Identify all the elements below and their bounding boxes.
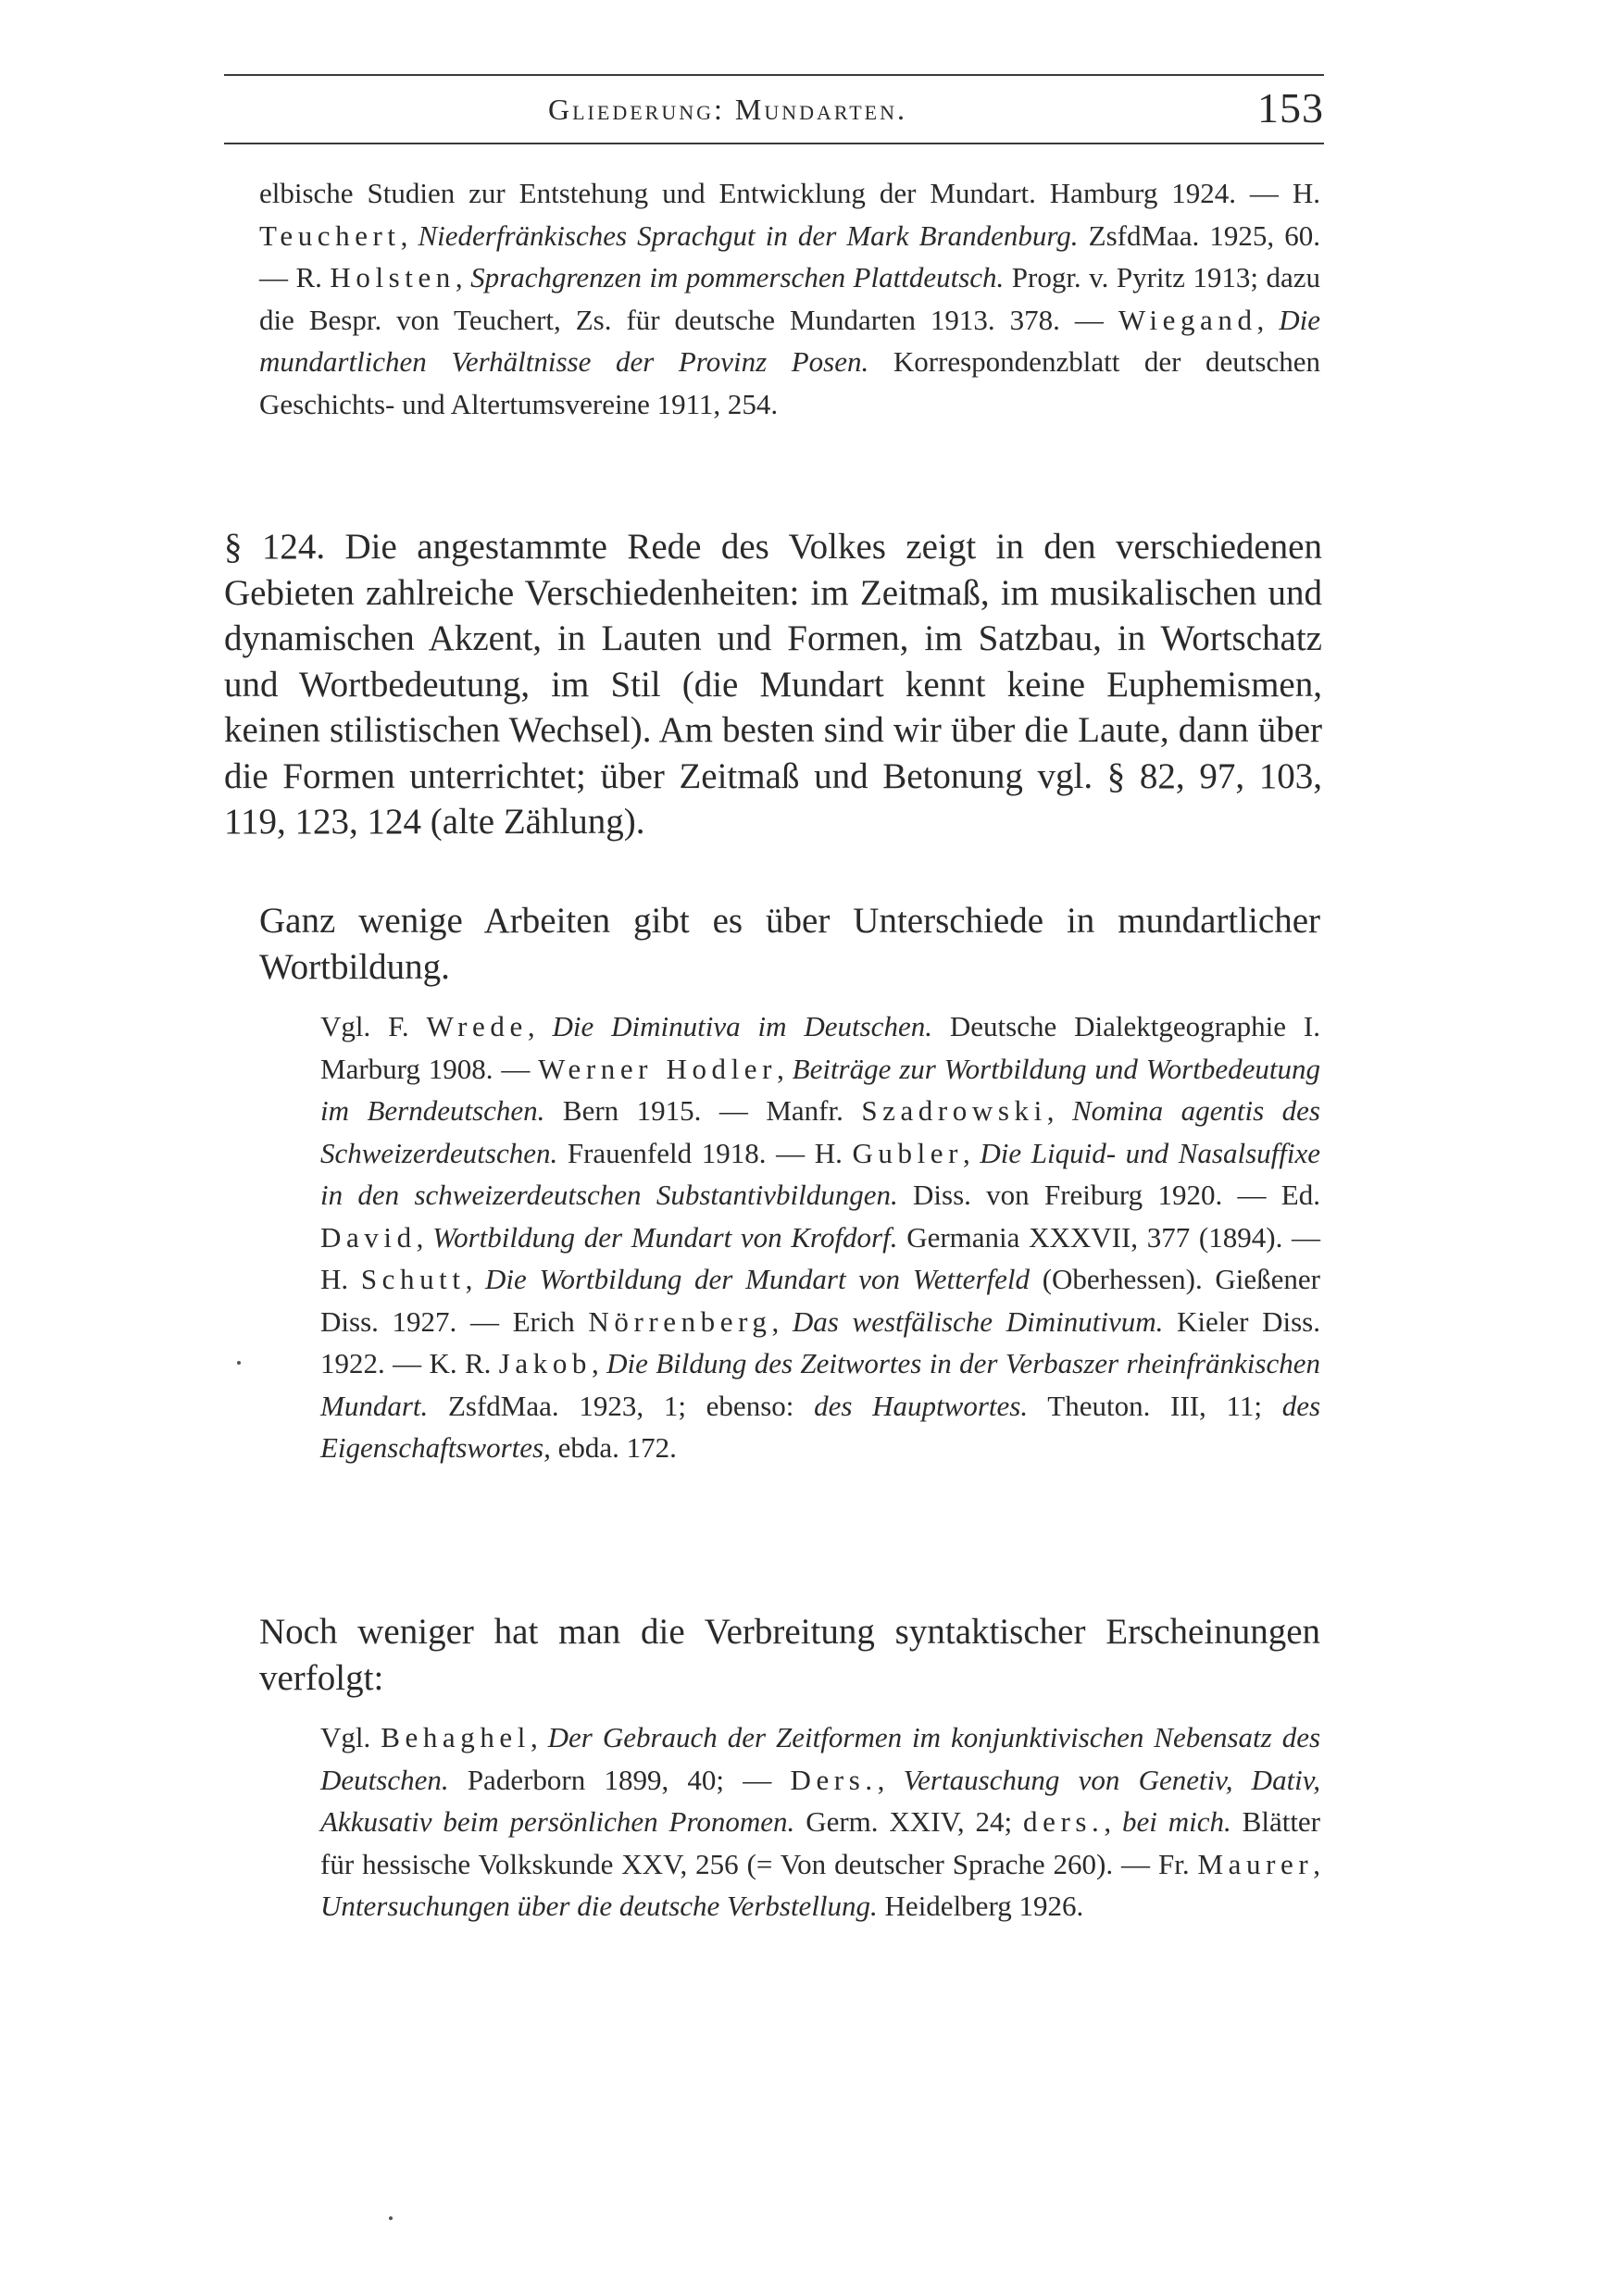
work-title: Die Wortbildung der Mundart von Wetterfeld xyxy=(485,1263,1030,1295)
running-header xyxy=(224,84,1324,144)
running-title: Gliederung: Mundarten. xyxy=(548,93,907,126)
work-title: des Hauptwortes. xyxy=(814,1389,1029,1422)
work-title: Der Gebrauch der Zeitformen im konjunktivischen Nebensatz des Deutschen. xyxy=(320,1721,1321,1796)
page-number: 153 xyxy=(1257,84,1324,131)
scan-speck xyxy=(389,2216,393,2220)
work-title: Wortbildung der Mundart von Krofdorf. xyxy=(432,1220,898,1254)
author-name: Maurer xyxy=(1197,1847,1314,1880)
bibliography-block-wortbildung: Vgl. F. Wrede, Die Diminutiva im Deutschen. Deutsche Dialektgeographie I. Marburg 1908. — Werner Hodler, Beiträge zur Wortbildung und Wortbedeutung im Berndeutschen. Bern 1915. — Manfr. Szadrowski, Nomina agentis des Schweizerdeutschen. Frauenfeld 1918. — H. Gubler, Die Liquid- und Nasalsuffixe in den schweizerdeutschen Substantivbildungen. Diss. von Freiburg 1920. — Ed. David, Wortbildung der Mundart von Krofdorf. Germania XXXVII, 377 (1894). — H. Schutt, Die Wortbildung der Mundart von Wetterfeld (Oberhessen). Gießener Diss. 1927. — Erich Nörrenberg, Das westfälische Diminutivum. Kieler Diss. 1922. — K. R. Jakob, Die Bildung des Zeitwortes in der Verbaszer rheinfränkischen Mundart. ZsfdMaa. 1923, 1; ebenso: des Hauptwortes. Theuton. III, 11; des Eigenschaftswortes, ebda. 172. xyxy=(320,1010,1321,1464)
author-name: Teuchert xyxy=(259,218,401,252)
work-title: Beiträge zur Wortbildung und Wortbedeutung im Berndeutschen. xyxy=(320,1052,1320,1127)
author-name: David xyxy=(320,1220,417,1254)
author-name: Holsten xyxy=(330,261,456,293)
work-title: Vertauschung von Genetiv, Dativ, Akkusativ beim persönlichen Pronomen. xyxy=(320,1763,1321,1838)
work-title: Die mundartlichen Verhältnisse der Provinz Posen. xyxy=(259,303,1321,378)
section-124-paragraph: § 124. Die angestammte Rede des Volkes zeigt in den verschiedenen Gebieten zahlreiche Verschiedenheiten: im Zeitmaß, im musikalischen und dynamischen Akzent, in Lauten und Formen, im Satzbau, in Wortschatz und Wortbedeutung, im Stil (die Mundart kennt keine Euphemismen, keinen stilistischen Wechsel). Am besten sind wir über die Laute, dann über die Formen unterrichtet; über Zeitmaß und Betonung vgl. § 82, 97, 103, 119, 123, 124 (alte Zählung). xyxy=(224,527,1322,842)
work-title: Niederfränkisches Sprachgut in der Mark Brandenburg. xyxy=(418,218,1079,252)
wortbildung-paragraph: Ganz wenige Arbeiten gibt es über Unterschiede in mundartlicher Wortbildung. xyxy=(259,901,1320,987)
syntax-paragraph: Noch weniger hat man die Verbreitung syntaktischer Erscheinungen verfolgt: xyxy=(259,1612,1320,1698)
work-title: Sprachgrenzen im pommerschen Plattdeutsch. xyxy=(470,261,1005,293)
author-name: Wiegand xyxy=(1118,303,1257,336)
work-title: Die Bildung des Zeitwortes in der Verbaszer rheinfränkischen Mundart. xyxy=(320,1347,1320,1422)
header-rule xyxy=(224,143,1324,144)
author-name: Gubler xyxy=(852,1136,963,1169)
work-title: Nomina agentis des Schweizerdeutschen. xyxy=(320,1094,1320,1169)
author-name: Werner Hodler xyxy=(538,1052,778,1085)
author-name: Schutt xyxy=(360,1263,466,1295)
author-name: Ders. xyxy=(790,1763,878,1796)
author-name: Jakob xyxy=(498,1347,592,1379)
author-name: Behaghel xyxy=(381,1721,531,1753)
bibliography-block-top: elbische Studien zur Entstehung und Entwicklung der Mundart. Hamburg 1924. — H. Teuchert, Niederfränkisches Sprachgut in der Mark Brandenburg. ZsfdMaa. 1925, 60. — R. Holsten, Sprachgrenzen im pommerschen Plattdeutsch. Progr. v. Pyritz 1913; dazu die Bespr. von Teuchert, Zs. für deutsche Mundarten 1913. 378. — Wiegand, Die mundartlichen Verhältnisse der Provinz Posen. Korrespondenzblatt der deutschen Geschichts- und Altertumsvereine 1911, 254. xyxy=(259,177,1321,420)
work-title: des Eigenschaftswortes, xyxy=(320,1389,1321,1464)
author-name: Wrede xyxy=(426,1010,528,1042)
author-name: Szadrowski xyxy=(861,1094,1047,1127)
scan-speck xyxy=(237,1361,241,1365)
work-title: bei mich. xyxy=(1121,1805,1231,1838)
work-title: Die Diminutiva im Deutschen. xyxy=(552,1010,932,1042)
work-title: Das westfälische Diminutivum. xyxy=(792,1304,1164,1338)
work-title: Untersuchungen über die deutsche Verbstellung. xyxy=(320,1890,878,1922)
author-name: ders. xyxy=(1023,1805,1105,1838)
top-rule xyxy=(224,74,1324,76)
work-title: Die Liquid- und Nasalsuffixe in den schweizerdeutschen Substantivbildungen. xyxy=(320,1136,1320,1211)
author-name: Nörrenberg xyxy=(588,1304,772,1338)
bibliography-block-syntax: Vgl. Behaghel, Der Gebrauch der Zeitformen im konjunktivischen Nebensatz des Deutschen. Paderborn 1899, 40; — Ders., Vertauschung von Genetiv, Dativ, Akkusativ beim persönlichen Pronomen. Germ. XXIV, 24; ders., bei mich. Blätter für hessische Volkskunde XXV, 256 (= Von deutscher Sprache 260). — Fr. Maurer, Untersuchungen über die deutsche Verbstellung. Heidelberg 1926. xyxy=(320,1721,1321,1922)
